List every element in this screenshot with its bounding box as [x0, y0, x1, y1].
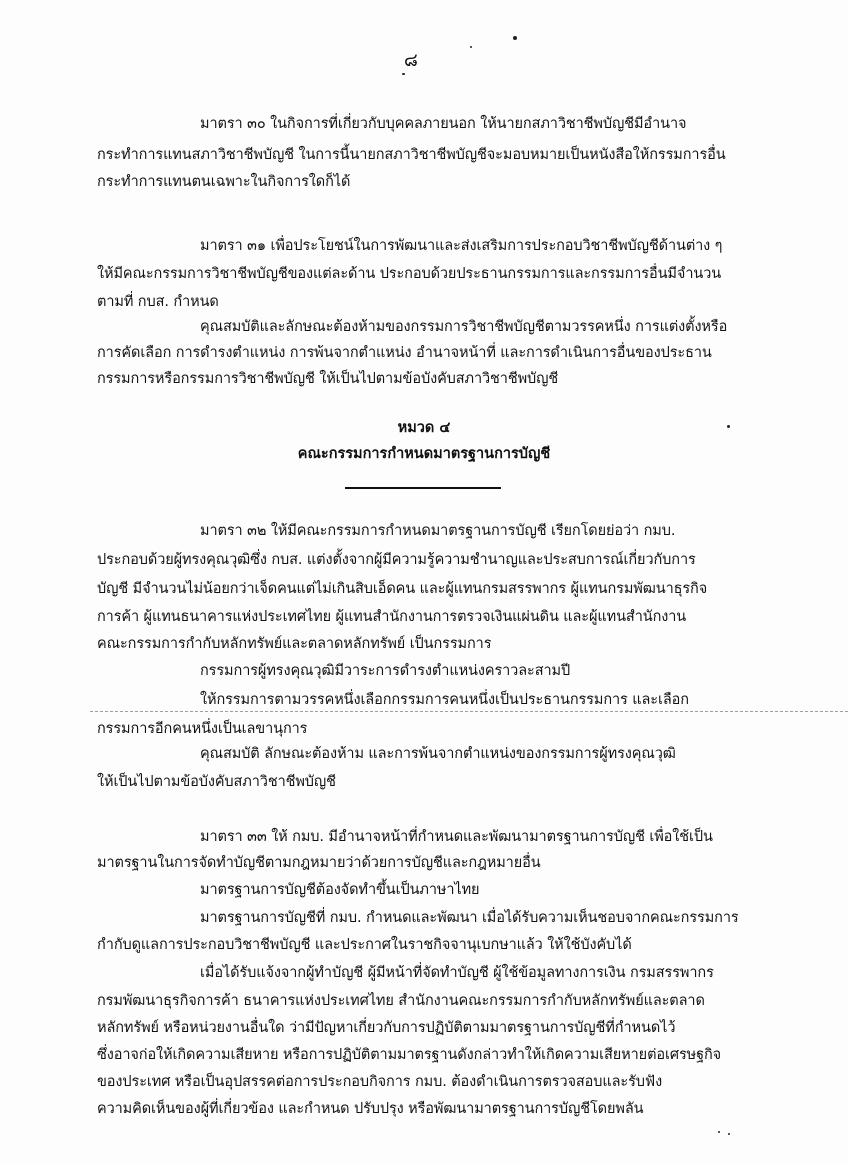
section-32-line-2: ประกอบด้วยผู้ทรงคุณวุฒิซึ่ง กบส. แต่งตั้งจากผู้มีความรู้ความชำนาญและประสบการณ์เกี่ยวกับการ	[97, 552, 696, 568]
section-31-para2-line-2: การคัดเลือก การดำรงตำแหน่ง การพ้นจากตำแหน่ง อำนาจหน้าที่ และการดำเนินการอื่นของประธาน	[97, 345, 712, 361]
scan-speck	[513, 36, 517, 40]
section-33-para4-line-4: ซึ่งอาจก่อให้เกิดความเสียหาย หรือการปฏิบัติตามมาตรฐานดังกล่าวทำให้เกิดความเสียหายต่อเศรษฐกิจ	[97, 1047, 722, 1063]
section-31-para2-line-1: คุณสมบัติและลักษณะต้องห้ามของกรรมการวิชาชีพบัญชีตามวรรคหนึ่ง การแต่งตั้งหรือ	[200, 319, 728, 335]
page-number: ๘	[404, 50, 418, 71]
chapter-title: คณะกรรมการกำหนดมาตรฐานการบัญชี	[297, 446, 551, 462]
section-33-para3-line-2: กำกับดูแลการประกอบวิชาชีพบัญชี และประกาศในราชกิจจานุเบกษาแล้ว ให้ใช้บังคับได้	[97, 937, 632, 953]
scan-speck	[728, 1133, 730, 1135]
section-33-line-2: มาตรฐานในการจัดทำบัญชีตามกฎหมายว่าด้วยการบัญชีและกฎหมายอื่น	[97, 855, 541, 871]
section-32-para4-line-1: คุณสมบัติ ลักษณะต้องห้าม และการพ้นจากตำแหน่งของกรรมการผู้ทรงคุณวุฒิ	[200, 746, 676, 762]
section-32-para4-line-2: ให้เป็นไปตามข้อบังคับสภาวิชาชีพบัญชี	[97, 774, 336, 790]
section-30-line-2: กระทำการแทนสภาวิชาชีพบัญชี ในการนี้นายกสภาวิชาชีพบัญชีจะมอบหมายเป็นหนังสือให้กรรมการอื่น	[97, 147, 726, 163]
section-30-line-1: มาตรา ๓๐ ในกิจการที่เกี่ยวกับบุคคลภายนอก ให้นายกสภาวิชาชีพบัญชีมีอำนาจ	[200, 116, 687, 132]
section-31-line-1: มาตรา ๓๑ เพื่อประโยชน์ในการพัฒนาและส่งเสริมการประกอบวิชาชีพบัญชีด้านต่าง ๆ	[200, 238, 723, 254]
scan-speck	[718, 1131, 720, 1133]
section-31-para2-line-3: กรรมการหรือกรรมการวิชาชีพบัญชี ให้เป็นไปตามข้อบังคับสภาวิชาชีพบัญชี	[97, 371, 559, 387]
section-33-para4-line-6: ความคิดเห็นของผู้ที่เกี่ยวข้อง และกำหนด ปรับปรุง หรือพัฒนามาตรฐานการบัญชีโดยพลัน	[97, 1101, 644, 1117]
section-32-line-5: คณะกรรมการกำกับหลักทรัพย์และตลาดหลักทรัพย์ เป็นกรรมการ	[97, 636, 492, 652]
chapter-number: หมวด ๔	[397, 420, 451, 436]
section-31-line-2: ให้มีคณะกรรมการวิชาชีพบัญชีของแต่ละด้าน ประกอบด้วยประธานกรรมการและกรรมการอื่นมีจำนวน	[97, 266, 722, 282]
scan-line-artifact	[90, 711, 848, 712]
scan-speck	[402, 73, 405, 75]
section-33-para4-line-1: เมื่อได้รับแจ้งจากผู้ทำบัญชี ผู้มีหน้าที่จัดทำบัญชี ผู้ใช้ข้อมูลทางการเงิน กรมสรรพากร	[200, 965, 714, 981]
scan-speck	[470, 46, 472, 48]
section-33-para3-line-1: มาตรฐานการบัญชีที่ กมบ. กำหนดและพัฒนา เมื่อได้รับความเห็นชอบจากคณะกรรมการ	[200, 910, 739, 926]
section-33-para4-line-3: หลักทรัพย์ หรือหน่วยงานอื่นใด ว่ามีปัญหาเกี่ยวกับการปฏิบัติตามมาตรฐานการบัญชีที่กำหนดไว้	[97, 1020, 676, 1036]
section-32-para3-line-2: กรรมการอีกคนหนึ่งเป็นเลขานุการ	[97, 721, 308, 737]
section-33-para2: มาตรฐานการบัญชีต้องจัดทำขึ้นเป็นภาษาไทย	[200, 882, 480, 898]
section-32-para3-line-1: ให้กรรมการตามวรรคหนึ่งเลือกกรรมการคนหนึ่งเป็นประธานกรรมการ และเลือก	[200, 692, 689, 708]
chapter-divider	[345, 487, 501, 489]
section-33-line-1: มาตรา ๓๓ ให้ กมบ. มีอำนาจหน้าที่กำหนดและพัฒนามาตรฐานการบัญชี เพื่อใช้เป็น	[200, 829, 713, 845]
section-33-para4-line-2: กรมพัฒนาธุรกิจการค้า ธนาคารแห่งประเทศไทย สำนักงานคณะกรรมการกำกับหลักทรัพย์และตลาด	[97, 993, 705, 1009]
section-32-line-4: การค้า ผู้แทนธนาคารแห่งประเทศไทย ผู้แทนสำนักงานการตรวจเงินแผ่นดิน และผู้แทนสำนักงาน	[97, 609, 687, 625]
section-30-line-3: กระทำการแทนตนเฉพาะในกิจการใดก็ได้	[97, 174, 351, 190]
section-32-line-1: มาตรา ๓๒ ให้มีคณะกรรมการกำหนดมาตรฐานการบัญชี เรียกโดยย่อว่า กมบ.	[200, 523, 676, 539]
section-32-para2: กรรมการผู้ทรงคุณวุฒิมีวาระการดำรงตำแหน่งคราวละสามปี	[200, 663, 571, 679]
section-32-line-3: บัญชี มีจำนวนไม่น้อยกว่าเจ็ดคนแต่ไม่เกินสิบเอ็ดคน และผู้แทนกรมสรรพากร ผู้แทนกรมพัฒนาธุรกิจ	[97, 581, 708, 597]
section-31-line-3: ตามที่ กบส. กำหนด	[97, 294, 219, 310]
section-33-para4-line-5: ของประเทศ หรือเป็นอุปสรรคต่อการประกอบกิจการ กมบ. ต้องดำเนินการตรวจสอบและรับฟัง	[97, 1074, 663, 1090]
